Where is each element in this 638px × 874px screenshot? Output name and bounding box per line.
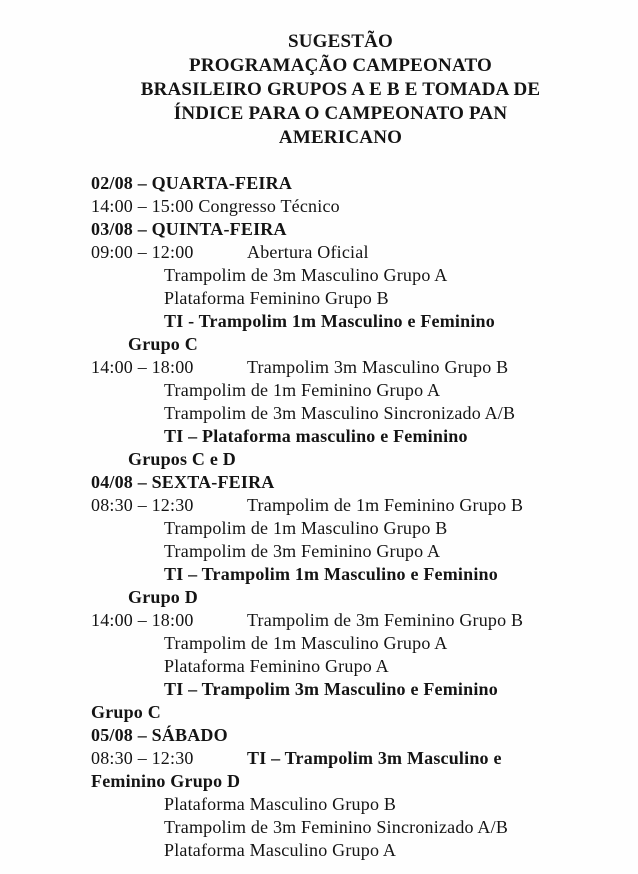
document-title bbox=[91, 30, 590, 150]
schedule-time-line bbox=[91, 494, 638, 517]
schedule-time-line bbox=[91, 195, 638, 218]
schedule-event-line bbox=[91, 287, 638, 310]
event-text: Trampolim de 3m Masculino Grupo A bbox=[164, 265, 448, 285]
title-line: BRASILEIRO GRUPOS A E B E TOMADA DE bbox=[140, 79, 541, 100]
schedule-heading-line bbox=[91, 333, 638, 356]
schedule-event-line bbox=[91, 793, 638, 816]
schedule-event-line bbox=[91, 402, 638, 425]
event-text: Plataforma Masculino Grupo A bbox=[164, 840, 397, 860]
schedule-heading-line bbox=[91, 172, 638, 195]
schedule-time-line bbox=[91, 356, 638, 379]
schedule-event-line bbox=[91, 379, 638, 402]
schedule-heading-line bbox=[91, 471, 638, 494]
schedule-heading-line bbox=[91, 448, 638, 471]
schedule-time-line bbox=[91, 609, 638, 632]
event-text: TI – Trampolim 3m Masculino e bbox=[247, 748, 502, 768]
time-range: 14:00 – 18:00 bbox=[91, 357, 194, 377]
event-text: 05/08 – SÁBADO bbox=[91, 725, 228, 745]
event-text: Feminino Grupo D bbox=[91, 771, 241, 791]
schedule-event-line bbox=[91, 839, 638, 862]
event-text: Grupos C e D bbox=[128, 449, 236, 469]
event-text: Abertura Oficial bbox=[247, 242, 369, 262]
event-text: Trampolim de 1m Masculino Grupo B bbox=[164, 518, 448, 538]
event-text: Grupo C bbox=[128, 334, 198, 354]
event-text: 02/08 – QUARTA-FEIRA bbox=[91, 173, 293, 193]
schedule-event-line bbox=[91, 632, 638, 655]
event-text: 03/08 – QUINTA-FEIRA bbox=[91, 219, 287, 239]
schedule-event-line bbox=[91, 517, 638, 540]
schedule-heading-line bbox=[91, 586, 638, 609]
schedule-event-line bbox=[91, 264, 638, 287]
schedule-event-line bbox=[91, 655, 638, 678]
event-text: Grupo C bbox=[91, 702, 161, 722]
event-text: Trampolim de 1m Masculino Grupo A bbox=[164, 633, 448, 653]
event-text: Trampolim 3m Masculino Grupo B bbox=[247, 357, 509, 377]
schedule-heading-line bbox=[91, 678, 638, 701]
event-text: TI – Trampolim 1m Masculino e Feminino bbox=[164, 564, 498, 584]
event-text: Trampolim de 3m Masculino Sincronizado A/B bbox=[164, 403, 516, 423]
event-text: TI – Trampolim 3m Masculino e Feminino bbox=[164, 679, 498, 699]
event-text: TI – Plataforma masculino e Feminino bbox=[164, 426, 468, 446]
title-line: ÍNDICE PARA O CAMPEONATO PAN bbox=[173, 103, 508, 124]
schedule-event-line bbox=[91, 540, 638, 563]
schedule-event-line bbox=[91, 816, 638, 839]
schedule bbox=[91, 172, 638, 862]
schedule-heading-line bbox=[91, 724, 638, 747]
event-text: Trampolim de 3m Feminino Grupo B bbox=[247, 610, 524, 630]
event-text: Plataforma Masculino Grupo B bbox=[164, 794, 397, 814]
event-text: Congresso Técnico bbox=[198, 196, 340, 216]
event-text: Trampolim de 1m Feminino Grupo A bbox=[164, 380, 441, 400]
schedule-heading-line bbox=[91, 770, 638, 793]
schedule-heading-line bbox=[91, 310, 638, 333]
time-range: 14:00 – 15:00 bbox=[91, 196, 194, 216]
time-range: 08:30 – 12:30 bbox=[91, 748, 194, 768]
schedule-heading-line bbox=[91, 701, 638, 724]
event-text: Trampolim de 3m Feminino Sincronizado A/B bbox=[164, 817, 509, 837]
event-text: TI - Trampolim 1m Masculino e Feminino bbox=[164, 311, 495, 331]
event-text: 04/08 – SEXTA-FEIRA bbox=[91, 472, 275, 492]
event-text: Plataforma Feminino Grupo B bbox=[164, 288, 389, 308]
schedule-time-line bbox=[91, 747, 638, 770]
event-text: Trampolim de 3m Feminino Grupo A bbox=[164, 541, 441, 561]
title-line: PROGRAMAÇÃO CAMPEONATO bbox=[189, 55, 492, 76]
title-line: SUGESTÃO bbox=[287, 31, 394, 52]
title-line: AMERICANO bbox=[278, 127, 403, 148]
time-range: 09:00 – 12:00 bbox=[91, 242, 194, 262]
schedule-heading-line bbox=[91, 218, 638, 241]
schedule-heading-line bbox=[91, 425, 638, 448]
schedule-heading-line bbox=[91, 563, 638, 586]
event-text: Trampolim de 1m Feminino Grupo B bbox=[247, 495, 524, 515]
time-range: 08:30 – 12:30 bbox=[91, 495, 194, 515]
schedule-time-line bbox=[91, 241, 638, 264]
time-range: 14:00 – 18:00 bbox=[91, 610, 194, 630]
event-text: Plataforma Feminino Grupo A bbox=[164, 656, 389, 676]
event-text: Grupo D bbox=[128, 587, 198, 607]
